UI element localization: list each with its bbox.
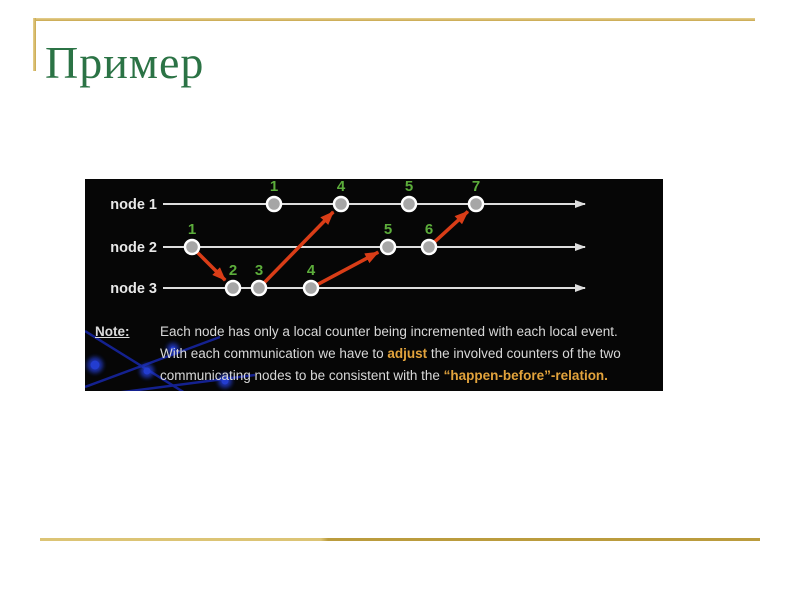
note-accent-text: adjust (387, 346, 428, 361)
event-counter: 4 (306, 262, 316, 279)
event-dot (185, 240, 199, 254)
message-arrow (261, 212, 333, 286)
event-dot (422, 240, 436, 254)
event-counter: 5 (404, 179, 414, 195)
bottom-accent-line (40, 538, 760, 541)
node-label: node 1 (110, 197, 157, 213)
message-arrow (431, 211, 468, 245)
note-line (160, 365, 658, 387)
top-accent-line (33, 18, 755, 21)
event-dot (469, 197, 483, 211)
decoration-dot (91, 361, 100, 370)
event-dot (334, 197, 348, 211)
slide-title: Пример (45, 37, 205, 88)
event-dot (402, 197, 416, 211)
note-plain-text: With each communication we have to (160, 346, 388, 361)
note-plain-text: communicating nodes to be consistent with the (160, 368, 444, 383)
event-dot (304, 281, 318, 295)
note-line (160, 343, 658, 365)
node-label: node 3 (110, 281, 157, 297)
event-counter: 3 (254, 262, 264, 279)
decoration-dot (144, 368, 151, 375)
event-counter: 4 (336, 179, 346, 195)
event-counter: 2 (228, 262, 238, 279)
note-plain-text: Each node has only a local counter being incremented with each local event. (160, 324, 618, 339)
event-counter: 1 (187, 221, 197, 238)
event-dot (381, 240, 395, 254)
event-dot (267, 197, 281, 211)
note-accent-text: “happen-before”-relation. (443, 368, 608, 383)
event-counter: 5 (383, 221, 393, 238)
event-dot (252, 281, 266, 295)
node-label: node 2 (110, 240, 157, 256)
message-arrow (314, 252, 379, 286)
note-label: Note: (95, 324, 130, 339)
note-text (160, 321, 658, 387)
note-line (160, 321, 658, 343)
left-accent-line (33, 18, 36, 71)
event-counter: 6 (424, 221, 434, 238)
lamport-figure (85, 179, 663, 391)
event-dot (226, 281, 240, 295)
event-counter: 1 (269, 179, 279, 195)
message-arrow (194, 249, 225, 280)
note-plain-text: the involved counters of the two (427, 346, 621, 361)
event-counter: 7 (471, 179, 481, 195)
